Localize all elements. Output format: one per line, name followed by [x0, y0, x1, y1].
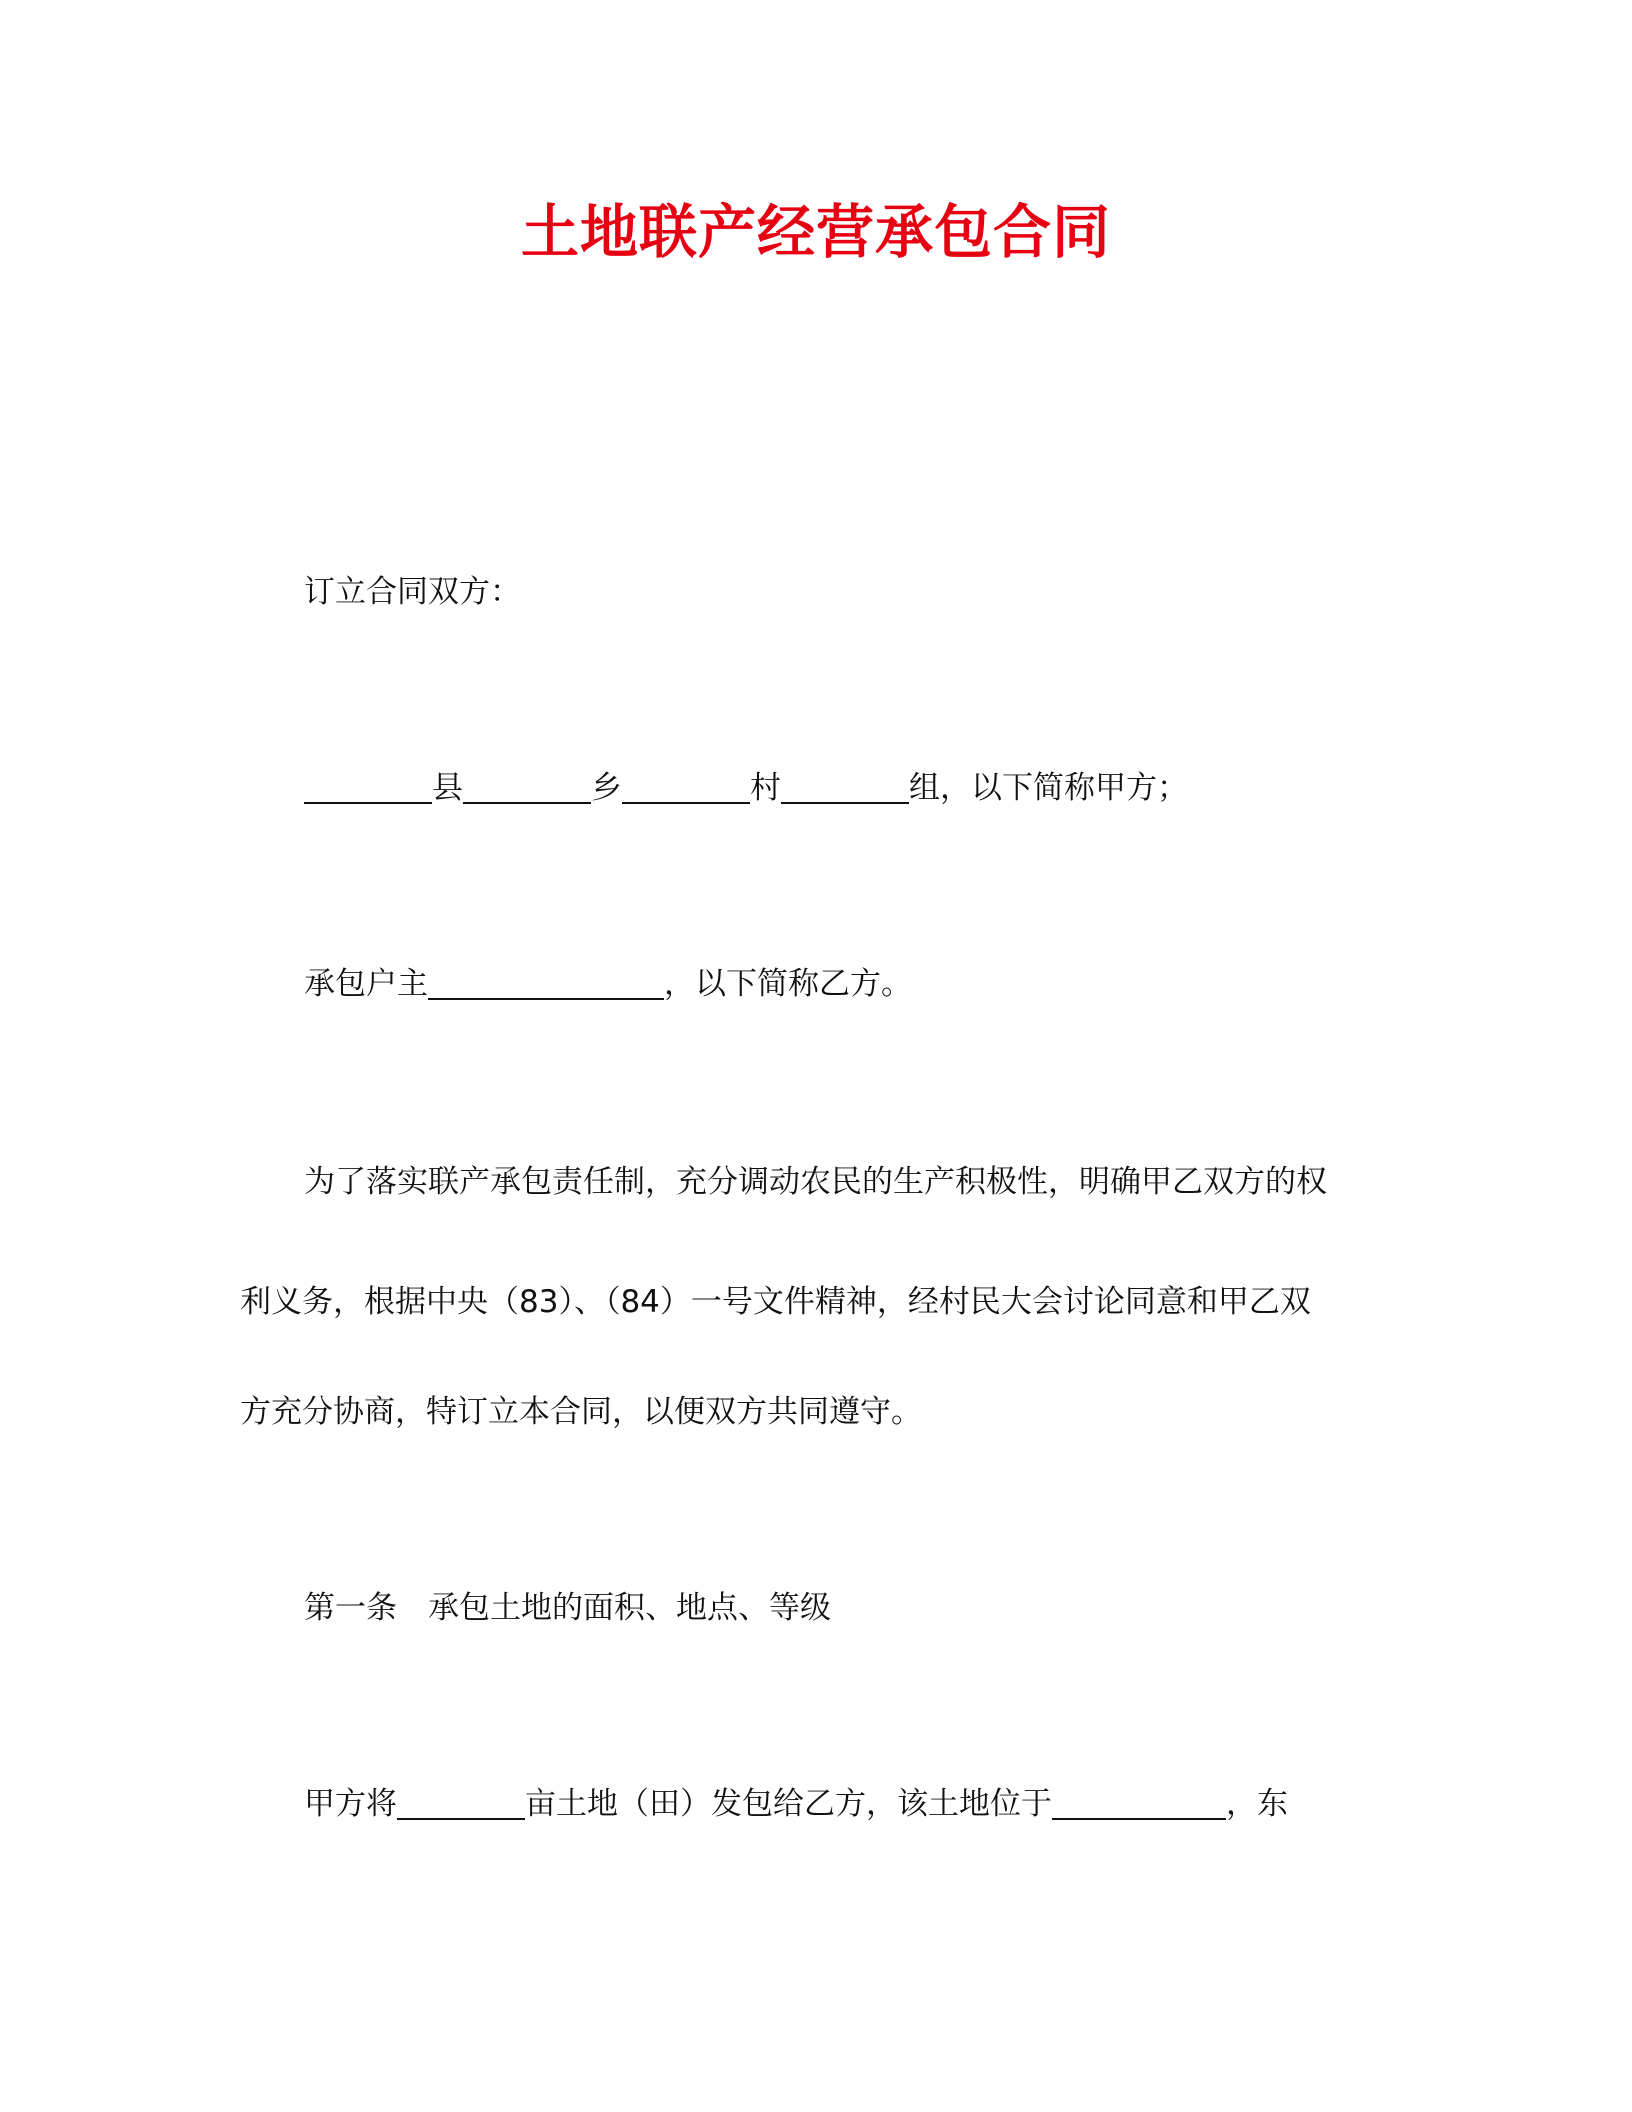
- preamble-line-3: 方充分协商，特订立本合同，以便双方共同遵守。: [240, 1394, 922, 1430]
- article-1-middle: 亩土地（田）发包给乙方，该土地位于: [525, 1786, 1052, 1822]
- party-b-prefix: 承包户主: [304, 966, 428, 1002]
- parties-heading: 订立合同双方：: [304, 574, 521, 610]
- household-head-blank[interactable]: [428, 968, 664, 1000]
- village-blank[interactable]: [622, 772, 750, 804]
- county-label: 县: [432, 770, 463, 806]
- area-mu-blank[interactable]: [397, 1788, 525, 1820]
- party-a-line: [304, 768, 1188, 808]
- group-blank[interactable]: [781, 772, 909, 804]
- county-blank[interactable]: [304, 772, 432, 804]
- township-label: 乡: [591, 770, 622, 806]
- article-1-heading: 第一条 承包土地的面积、地点、等级: [304, 1590, 831, 1626]
- preamble-line-1: 为了落实联产承包责任制，充分调动农民的生产积极性，明确甲乙双方的权: [304, 1164, 1327, 1200]
- party-b-line: [304, 964, 912, 1004]
- article-1-suffix: ，东: [1226, 1786, 1288, 1822]
- document-title: 土地联产经营承包合同: [520, 198, 1111, 266]
- village-label: 村: [750, 770, 781, 806]
- party-a-suffix: 组，以下简称甲方；: [909, 770, 1188, 806]
- article-1-prefix: 甲方将: [304, 1786, 397, 1822]
- township-blank[interactable]: [463, 772, 591, 804]
- article-1-line: [304, 1784, 1288, 1824]
- location-blank[interactable]: [1052, 1788, 1226, 1820]
- party-b-suffix: ，以下简称乙方。: [664, 966, 912, 1002]
- preamble-line-2: 利义务，根据中央（83）、（84）一号文件精神，经村民大会讨论同意和甲乙双: [240, 1284, 1311, 1320]
